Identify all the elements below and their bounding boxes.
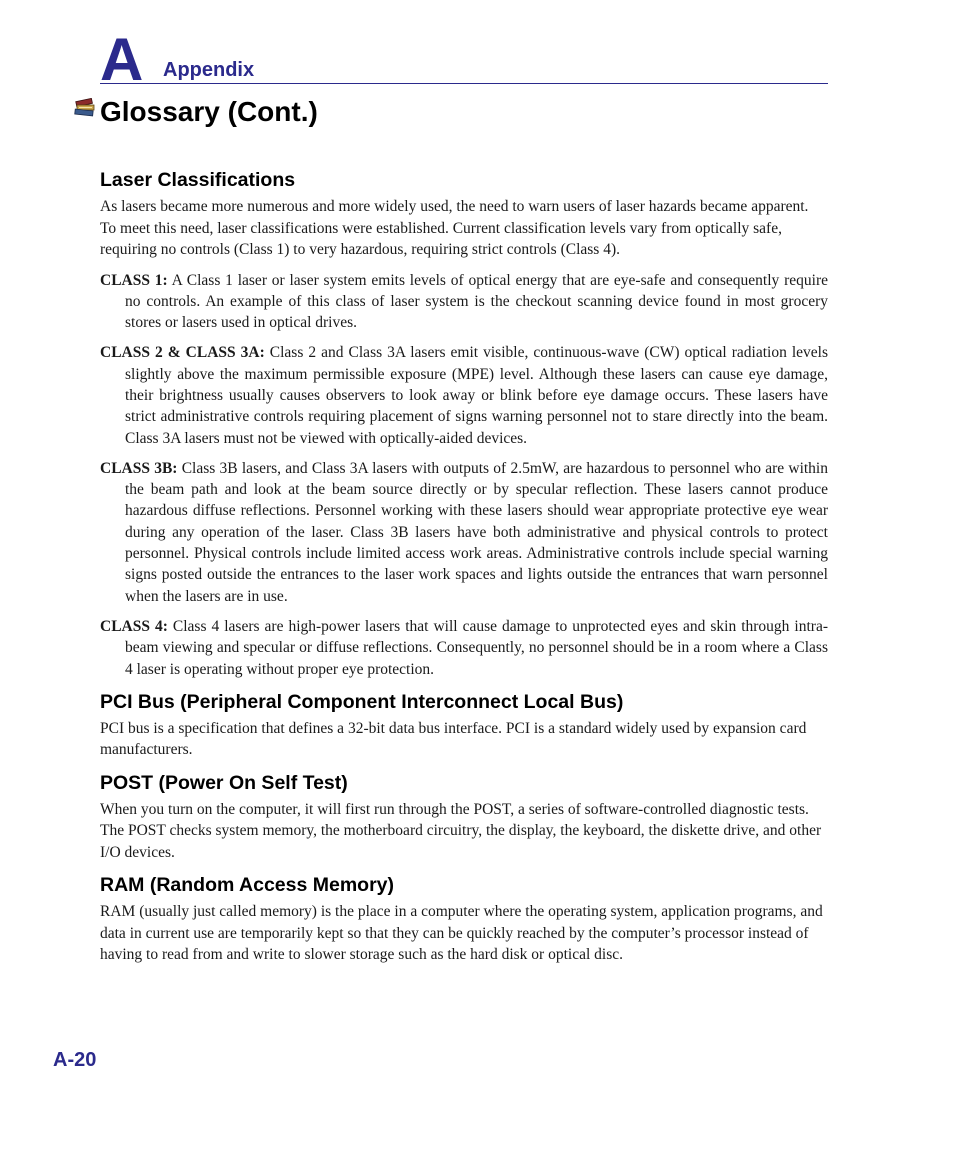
laser-class-label: CLASS 3B: bbox=[100, 459, 178, 477]
section-heading: POST (Power On Self Test) bbox=[100, 771, 348, 794]
laser-class-label: CLASS 2 & CLASS 3A: bbox=[100, 344, 265, 362]
section-body: RAM (usually just called memory) is the place in a computer where the operating system, application programs, and data in current use are temporarily kept so that they can be quickly reached by the computer’s processor instead of having to read from and write to slower storage such as the hard disk or optical disc. bbox=[100, 903, 823, 964]
section-laser-classifications bbox=[100, 168, 828, 680]
section-body: When you turn on the computer, it will first run through the POST, a series of software-controlled diagnostic tests. The POST checks system memory, the motherboard circuitry, the display, the keyboard, the diskette drive, and other I/O devices. bbox=[100, 800, 822, 861]
laser-class-item bbox=[100, 458, 828, 607]
chapter-letter: A bbox=[100, 26, 142, 93]
section-pci-bus bbox=[100, 690, 828, 761]
laser-class-item bbox=[100, 270, 828, 334]
laser-class-text: Class 2 and Class 3A lasers emit visible, continuous-wave (CW) optical radiation levels slightly above the maximum permissible exposure (MPE) level. Although these lasers can cause eye damage, their brightness usually causes observers to look away or blink before eye damage occurs. These lasers have strict administrative controls requiring placement of signs warning personnel not to stare directly into the beam. Class 3A lasers must not be viewed with optically-aided devices. bbox=[125, 344, 829, 447]
laser-class-text: Class 4 lasers are high-power lasers that will cause damage to unprotected eyes and skin through intra-beam viewing and specular or diffuse reflections. Consequently, no personnel should be in a room where a Class 4 laser is operating without proper eye protection. bbox=[125, 617, 828, 678]
chapter-title: Appendix bbox=[163, 59, 255, 81]
header-rule bbox=[100, 83, 828, 84]
content bbox=[100, 168, 828, 976]
laser-class-text: Class 3B lasers, and Class 3A lasers with outputs of 2.5mW, are hazardous to personnel who are within the beam path and look at the beam source directly or by specular reflection. These lasers cannot produce hazardous diffuse reflections. Personnel working with these lasers should wear appropriate protective eye wear during any operation of the laser. Class 3B lasers have both administrative and physical controls to protect personnel. Physical controls include limited access work areas. Administrative controls include special warning signs posted outside the entrances to the laser work spaces and lights outside the entrances that warn personnel when the lasers are in use. bbox=[125, 459, 828, 605]
page-number: A-20 bbox=[53, 1049, 97, 1071]
laser-class-label: CLASS 4: bbox=[100, 617, 168, 635]
section-heading: PCI Bus (Peripheral Component Interconnect Local Bus) bbox=[100, 690, 624, 713]
laser-class-label: CLASS 1: bbox=[100, 271, 168, 289]
laser-class-text: A Class 1 laser or laser system emits levels of optical energy that are eye-safe and consequently require no controls. An example of this class of laser system is the checkout scanning device found in most grocery stores or lasers used in optical drives. bbox=[125, 271, 828, 332]
books-icon bbox=[74, 98, 96, 118]
section-heading: Laser Classifications bbox=[100, 169, 296, 191]
section-heading: RAM (Random Access Memory) bbox=[100, 874, 395, 897]
laser-class-item bbox=[100, 342, 828, 448]
laser-class-item bbox=[100, 616, 828, 680]
section-body: PCI bus is a specification that defines a 32-bit data bus interface. PCI is a standard widely used by expansion card manufacturers. bbox=[100, 719, 807, 759]
page-title: Glossary (Cont.) bbox=[100, 96, 318, 127]
section-ram bbox=[100, 873, 828, 966]
section-post bbox=[100, 771, 828, 864]
section-body: As lasers became more numerous and more widely used, the need to warn users of laser hazards became apparent. To meet this need, laser classifications were established. Current classification levels vary from optically safe, requiring no controls (Class 1) to very hazardous, requiring strict controls (Class 4). bbox=[100, 198, 809, 258]
